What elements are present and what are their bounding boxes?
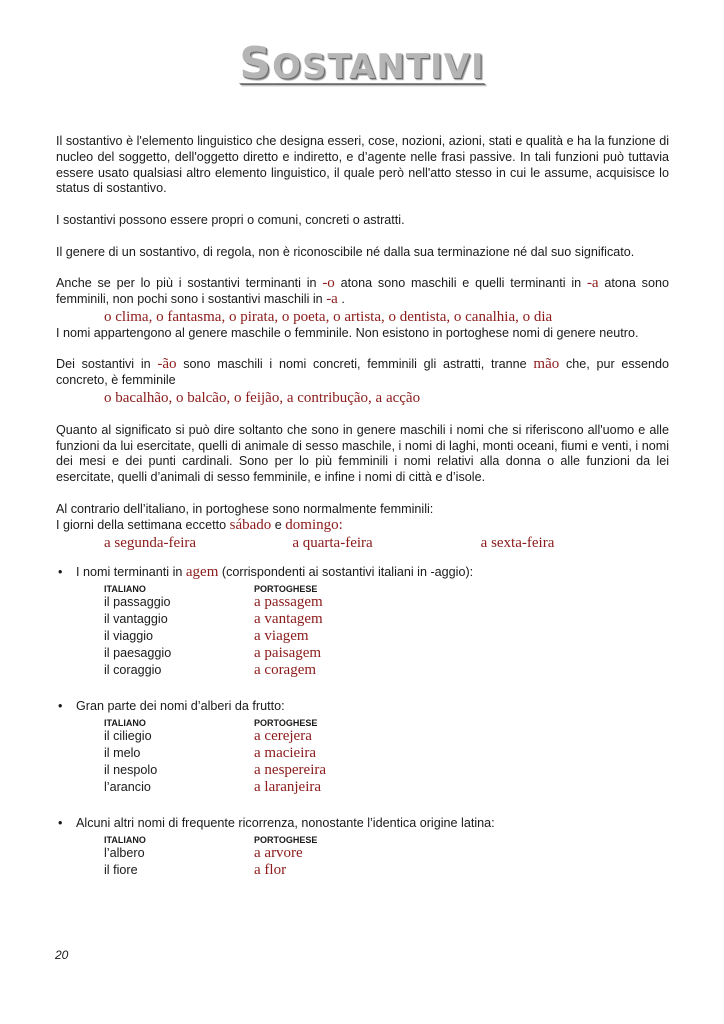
meaning-paragraph: Quanto al significato si può dire soltanto che sono in genere maschili i nomi che si riferiscono all'uomo e alle funzioni da lui esercitate, quelli di animale di sesso maschile, i nomi di laghi, monti oceani, fiumi e venti, i nomi dei mesi e dei punti cardinali. Sono per lo più femminili i nomi relativi alla donna o alle funzioni da lei esercitate, quelli d’animali di sesso femminile, e infine i nomi di città e d’isole.	[56, 422, 669, 485]
table-row: il ciliegio a cerejera	[104, 727, 312, 744]
suffix-o: -o	[322, 275, 335, 292]
day-quarta: a quarta-feira	[292, 535, 373, 552]
table-row: il fiore a flor	[104, 861, 287, 878]
examples-ao: o bacalhão, o balcão, o feijão, a contribução, a acção	[104, 389, 421, 406]
header-portoghese: PORTOGHESE	[254, 584, 318, 595]
table-row: il paesaggio a paisagem	[104, 645, 322, 662]
day-sexta: a sexta-feira	[480, 535, 555, 552]
table-row: il coraggio a coragem	[104, 662, 317, 679]
table-row: il viaggio a viagem	[104, 628, 309, 645]
header-italiano: ITALIANO	[104, 584, 146, 595]
list-item: • I nomi terminanti in agem (corrispondenti ai sostantivi italiani in -aggio):	[56, 565, 669, 581]
examples-masculine-a: o clima, o fantasma, o pirata, o poeta, o artista, o dentista, o canalhia, o dia	[104, 308, 553, 325]
table-row: il passaggio a passagem	[104, 594, 323, 611]
suffix-a: -a	[586, 275, 599, 292]
list-item: • Alcuni altri nomi di frequente ricorrenza, nonostante l’identica origine latina:	[56, 816, 669, 832]
endings-paragraph: Anche se per lo più i sostantivi terminanti in -o atona sono maschili e quelli terminanti in -a atona sono femminili, non pochi sono i sostantivi maschili in -a .	[56, 275, 669, 307]
word-mao: mão	[533, 356, 560, 373]
table-row: il melo a macieira	[104, 744, 317, 761]
word-sabado: sábado	[229, 516, 272, 533]
other-table: ITALIANO PORTOGHESE l’albero a arvore il fiore a flor	[56, 833, 669, 880]
gender-paragraph: Il genere di un sostantivo, di regola, non è riconoscibile né dalla sua terminazione né dal suo significato.	[56, 244, 635, 259]
table-row: l’arancio a laranjeira	[104, 778, 322, 795]
weekdays-line: I giorni della settimana eccetto sábado e domingo:	[56, 516, 343, 533]
day-segunda: a segunda-feira	[104, 535, 197, 552]
main-content	[56, 134, 669, 880]
suffix-ao: -ão	[157, 356, 177, 373]
title-initial: S	[239, 38, 273, 89]
types-paragraph: I sostantivi possono essere propri o comuni, concreti o astratti.	[56, 212, 405, 227]
list-item: • Gran parte dei nomi d’alberi da frutto:	[56, 699, 669, 715]
agem-table	[56, 582, 669, 680]
table-row: l’albero a arvore	[104, 844, 303, 861]
table-row: il vantaggio a vantagem	[104, 611, 323, 628]
contrary-line: Al contrario dell’italiano, in portoghese sono normalmente femminili:	[56, 501, 434, 516]
table-row: il nespolo a nespereira	[104, 761, 327, 778]
weekday-examples	[56, 533, 669, 553]
suffix-a-masc: -a	[326, 290, 338, 307]
gender-note: I nomi appartengono al genere maschile o femminile. Non esistono in portoghese nomi di genere neutro.	[56, 325, 639, 340]
suffix-agem: agem	[185, 564, 219, 581]
page-title	[0, 38, 724, 89]
ao-paragraph: Dei sostantivi in -ão sono maschili i nomi concreti, femminili gli astratti, tranne mão che, pur essendo concreto, è femminile	[56, 356, 669, 388]
word-domingo: domingo:	[285, 516, 343, 533]
title-rest: OSTANTIVI	[272, 47, 485, 87]
trees-table: ITALIANO PORTOGHESE il ciliegio a cerejera il melo a macieira il nespolo a nespereira l’arancio a laranjeira	[56, 716, 669, 797]
intro-paragraph: Il sostantivo è l'elemento linguistico che designa esseri, cose, nozioni, azioni, stati e qualità e ha la funzione di nucleo del soggetto, dell'oggetto diretto e indiretto, e d’agente nelle frasi passive. In tali funzioni può tuttavia essere usato qualsiasi altro elemento linguistico, il quale però nell'atto stesso in cui le assume, acquisisce lo status di sostantivo.	[56, 134, 669, 196]
page-number: 20	[55, 948, 69, 962]
